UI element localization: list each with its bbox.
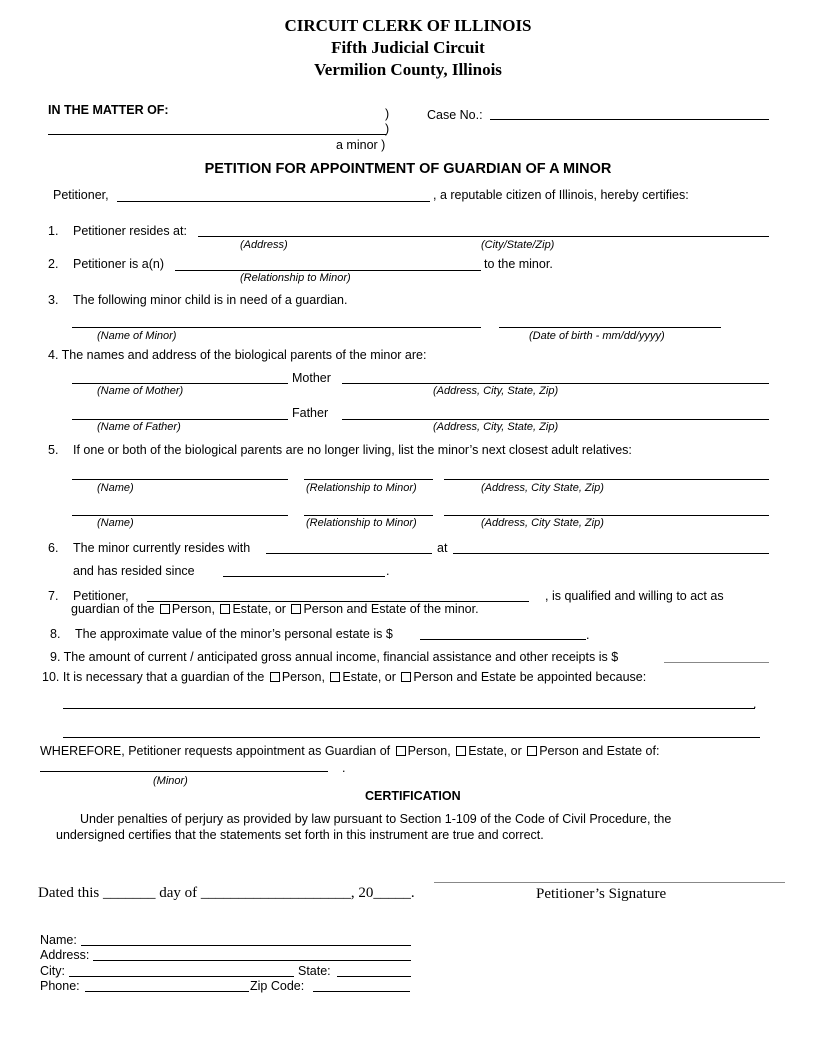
certification-line-1: Under penalties of perjury as provided by law pursuant to Section 1-109 of the Code of Civil Procedure, the	[80, 812, 672, 826]
relative-1-relationship-field[interactable]	[304, 479, 433, 480]
petitioner-label: Petitioner,	[53, 188, 109, 202]
contact-zip-label: Zip Code:	[250, 979, 305, 993]
item-10-text: 10. It is necessary that a guardian of the	[42, 670, 265, 684]
wherefore-person-checkbox[interactable]	[396, 746, 406, 756]
form-title: PETITION FOR APPOINTMENT OF GUARDIAN OF A MINOR	[204, 161, 612, 177]
item-7-person-estate-label: Person and Estate of the minor.	[303, 602, 479, 616]
estate-value-field[interactable]	[420, 639, 586, 640]
mother-label: Mother	[292, 371, 331, 385]
minor-dob-field[interactable]	[499, 327, 721, 328]
item-3-number: 3.	[48, 293, 59, 307]
item-6-period: .	[386, 564, 390, 578]
relative-1-address-field[interactable]	[444, 479, 769, 480]
contact-phone-label: Phone:	[40, 979, 80, 993]
wherefore-options	[40, 744, 659, 758]
court-title: CIRCUIT CLERK OF ILLINOIS	[284, 16, 532, 35]
relationship-caption: (Relationship to Minor)	[240, 272, 351, 284]
name-of-father-caption: (Name of Father)	[97, 421, 181, 433]
contact-name-field[interactable]	[81, 945, 411, 946]
relative-1-address-caption: (Address, City State, Zip)	[481, 482, 604, 494]
item-7-estate-label: Estate, or	[232, 602, 286, 616]
annual-income-field[interactable]	[664, 662, 769, 663]
item-8-number: 8.	[50, 627, 61, 641]
contact-address-field[interactable]	[93, 960, 411, 961]
certifies-text: , a reputable citizen of Illinois, hereby certifies:	[433, 188, 689, 202]
item-6-text: The minor currently resides with	[73, 541, 251, 555]
item-7-person-checkbox[interactable]	[160, 604, 170, 614]
county-name: Vermilion County, Illinois	[314, 60, 502, 79]
relative-1-relationship-caption: (Relationship to Minor)	[306, 482, 417, 494]
certification-line-2: undersigned certifies that the statements set forth in this instrument are true and correct.	[56, 828, 544, 842]
dob-caption: (Date of birth - mm/dd/yyyy)	[529, 330, 665, 342]
item-10-person-checkbox[interactable]	[270, 672, 280, 682]
case-no-field[interactable]	[490, 119, 769, 120]
item-1-text: Petitioner resides at:	[73, 224, 187, 238]
item-10-person-label: Person,	[281, 670, 325, 684]
relative-1-name-field[interactable]	[72, 479, 288, 480]
item-7-number: 7.	[48, 589, 59, 603]
name-of-minor-caption: (Name of Minor)	[97, 330, 177, 342]
caption-paren-2: )	[385, 122, 390, 136]
contact-state-label: State:	[298, 964, 331, 978]
address-caption: (Address)	[240, 239, 288, 251]
item-7-text: Petitioner,	[73, 589, 129, 603]
item-9-text: 9. The amount of current / anticipated gross annual income, financial assistance and other receipts is $	[50, 650, 619, 664]
resides-with-field[interactable]	[266, 553, 432, 554]
relative-1-name-caption: (Name)	[97, 482, 134, 494]
minor-name-field[interactable]	[72, 327, 481, 328]
item-5-text: If one or both of the biological parents are no longer living, list the minor’s next closest adult relatives:	[73, 443, 632, 457]
contact-zip-field[interactable]	[313, 991, 410, 992]
relative-2-name-field[interactable]	[72, 515, 288, 516]
name-of-mother-caption: (Name of Mother)	[97, 385, 184, 397]
relative-2-relationship-field[interactable]	[304, 515, 433, 516]
guardian-of-text: guardian of the	[71, 602, 155, 616]
wherefore-person-estate-checkbox[interactable]	[527, 746, 537, 756]
certification-title: CERTIFICATION	[365, 789, 461, 803]
father-name-field[interactable]	[72, 419, 288, 420]
contact-city-label: City:	[40, 964, 65, 978]
item-10-estate-label: Estate, or	[342, 670, 396, 684]
relative-2-name-caption: (Name)	[97, 517, 134, 529]
circuit-name: Fifth Judicial Circuit	[331, 38, 485, 57]
item-7-person-estate-checkbox[interactable]	[291, 604, 301, 614]
signature-field[interactable]	[434, 882, 785, 883]
wherefore-minor-field[interactable]	[40, 771, 328, 772]
item-10-estate-checkbox[interactable]	[330, 672, 340, 682]
wherefore-text: WHEREFORE, Petitioner requests appointment as Guardian of	[40, 744, 391, 758]
to-the-minor-text: to the minor.	[484, 257, 553, 271]
wherefore-period: .	[342, 761, 346, 775]
item-10-person-estate-label: Person and Estate be appointed because:	[413, 670, 647, 684]
father-address-field[interactable]	[342, 419, 769, 420]
item-10-person-estate-checkbox[interactable]	[401, 672, 411, 682]
father-address-caption: (Address, City, State, Zip)	[433, 421, 559, 433]
reason-line-2[interactable]	[63, 737, 760, 738]
reason-line-1[interactable]	[63, 708, 755, 709]
petitioner-name-field[interactable]	[117, 201, 430, 202]
item-8-period: .	[586, 628, 590, 642]
wherefore-estate-label: Estate, or	[468, 744, 522, 758]
signature-label: Petitioner’s Signature	[536, 886, 667, 902]
at-label: at	[437, 541, 448, 555]
contact-state-field[interactable]	[337, 976, 411, 977]
contact-phone-field[interactable]	[85, 991, 249, 992]
item-2-text: Petitioner is a(n)	[73, 257, 165, 271]
city-state-zip-caption: (City/State/Zip)	[481, 239, 555, 251]
item-3-text: The following minor child is in need of a guardian.	[73, 293, 348, 307]
item-8-text: The approximate value of the minor’s personal estate is $	[75, 627, 393, 641]
item-5-number: 5.	[48, 443, 59, 457]
contact-name-label: Name:	[40, 933, 77, 947]
in-the-matter-of-label: IN THE MATTER OF:	[48, 103, 169, 117]
a-minor-label: a minor )	[336, 138, 386, 152]
contact-address-label: Address:	[40, 948, 90, 962]
item-4-text: 4. The names and address of the biological parents of the minor are:	[48, 348, 427, 362]
mother-address-caption: (Address, City, State, Zip)	[433, 385, 559, 397]
relative-2-relationship-caption: (Relationship to Minor)	[306, 517, 417, 529]
caption-paren-1: )	[385, 107, 390, 121]
qualified-text: , is qualified and willing to act as	[545, 589, 724, 603]
resided-since-text: and has resided since	[73, 564, 195, 578]
case-no-label: Case No.:	[427, 108, 483, 122]
item-10-options	[42, 670, 646, 684]
wherefore-estate-checkbox[interactable]	[456, 746, 466, 756]
reason-period: .	[753, 697, 757, 711]
wherefore-person-estate-label: Person and Estate of:	[539, 744, 660, 758]
dated-this-line[interactable]: Dated this _______ day of ____________________, 20_____.	[38, 885, 415, 901]
minor-caption: (Minor)	[153, 775, 188, 787]
item-7-estate-checkbox[interactable]	[220, 604, 230, 614]
relative-2-address-caption: (Address, City State, Zip)	[481, 517, 604, 529]
item-7-options	[71, 602, 479, 616]
resided-since-field[interactable]	[223, 576, 385, 577]
wherefore-person-label: Person,	[407, 744, 451, 758]
item-2-number: 2.	[48, 257, 59, 271]
item-1-number: 1.	[48, 224, 59, 238]
residence-field[interactable]	[198, 236, 769, 237]
contact-city-field[interactable]	[69, 976, 294, 977]
father-label: Father	[292, 406, 329, 420]
mother-address-field[interactable]	[342, 383, 769, 384]
item-6-number: 6.	[48, 541, 59, 555]
resides-at-field[interactable]	[453, 553, 769, 554]
matter-name-field[interactable]	[48, 134, 386, 135]
mother-name-field[interactable]	[72, 383, 288, 384]
relative-2-address-field[interactable]	[444, 515, 769, 516]
relationship-field[interactable]	[175, 270, 481, 271]
item-7-person-label: Person,	[171, 602, 215, 616]
